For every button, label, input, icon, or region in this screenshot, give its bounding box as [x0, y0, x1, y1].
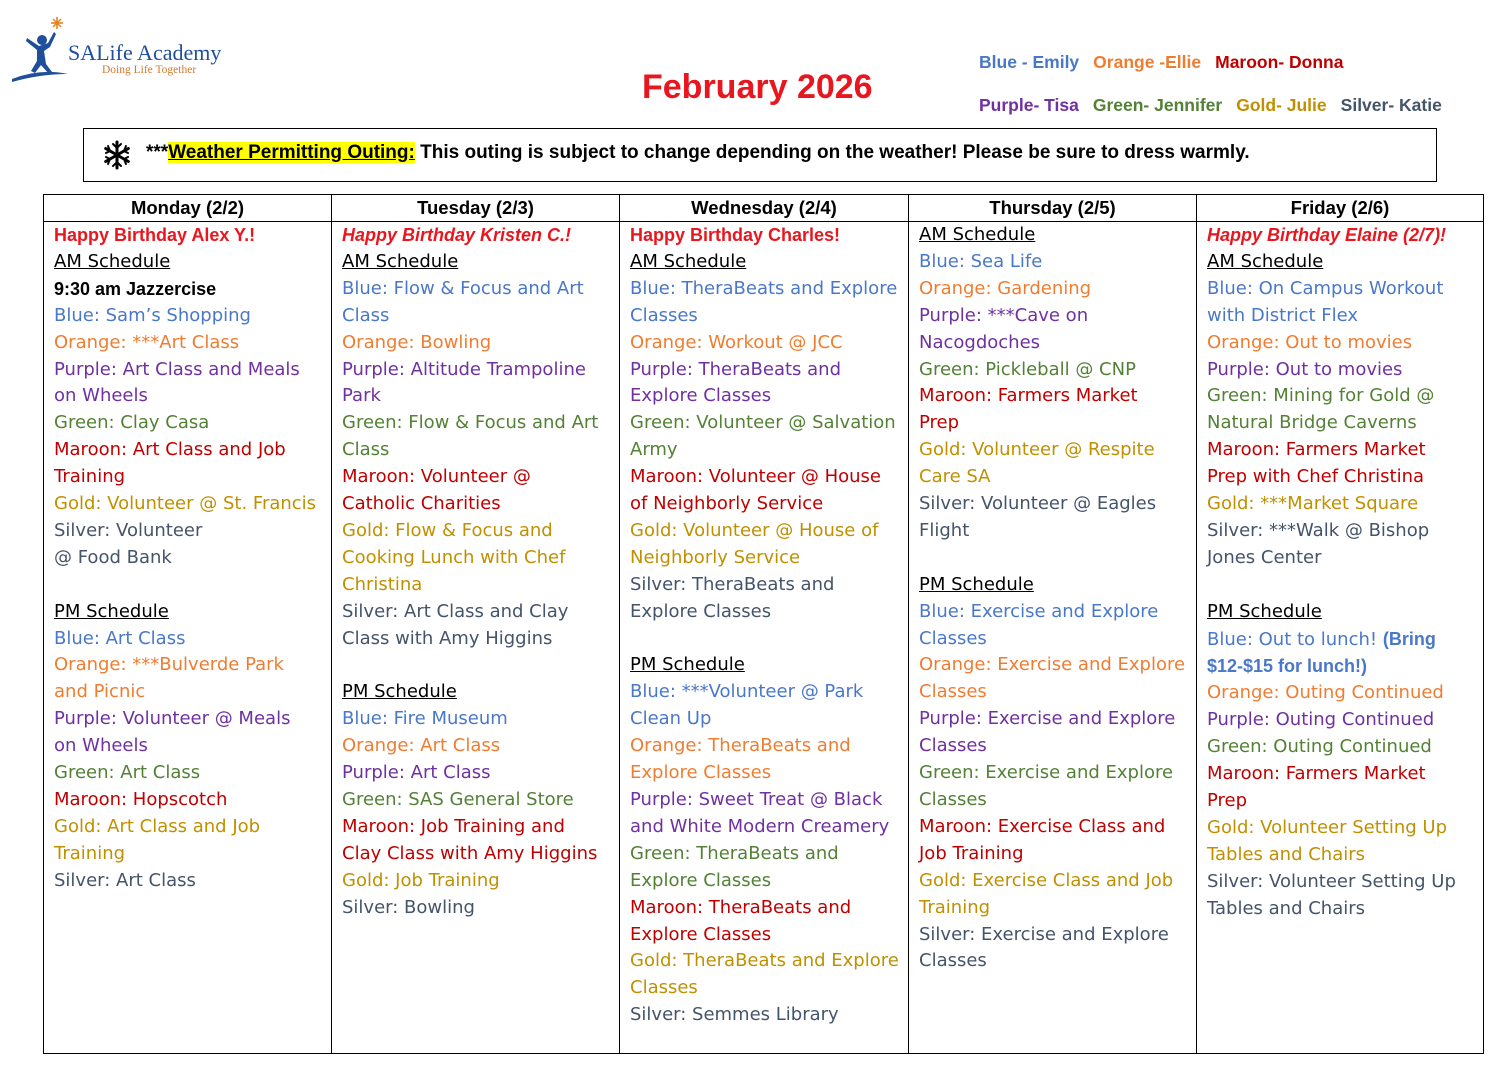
schedule-line: Orange: Gardening [919, 277, 1092, 299]
schedule-line: Blue: Art Class [54, 627, 186, 649]
schedule-line: Gold: Volunteer Setting Up [1207, 816, 1448, 838]
schedule-section-heading: PM Schedule [919, 573, 1034, 595]
schedule-line: Nacogdoches [919, 331, 1041, 353]
schedule-line: Explore Classes [630, 923, 772, 945]
day-header-thursday: Thursday (2/5) [909, 195, 1197, 222]
schedule-section-heading: PM Schedule [630, 654, 745, 676]
birthday-note: Happy Birthday Kristen C.! [342, 225, 572, 245]
schedule-line: Training [54, 842, 126, 864]
schedule-line: Maroon: Farmers Market [1207, 763, 1426, 785]
schedule-line: Silver: Volunteer [54, 519, 203, 541]
schedule-line: Green: Exercise and Explore [919, 762, 1174, 784]
schedule-line: Gold: Job Training [342, 869, 500, 891]
schedule-line: Clean Up [630, 708, 712, 730]
schedule-line [1207, 626, 1483, 654]
legend-item-green: Green- Jennifer [1092, 95, 1223, 115]
schedule-line: Care SA [919, 466, 991, 488]
notice-body: This outing is subject to change depending on the weather! Please be sure to dress warmly. [414, 142, 1250, 163]
schedule-line: Purple: Out to movies [1207, 358, 1403, 380]
schedule-line: Purple: Art Class and Meals [54, 358, 300, 380]
schedule-line: Blue: Fire Museum [342, 708, 508, 730]
day-header-row [44, 195, 1484, 222]
schedule-line: Job Training [919, 842, 1024, 864]
schedule-line: Classes [919, 735, 987, 757]
schedule-line: Blue: On Campus Workout [1207, 277, 1444, 299]
schedule-line: Orange: ***Art Class [54, 331, 240, 353]
staff-legend-row-1 [979, 52, 1343, 73]
schedule-line: Maroon: Exercise Class and [919, 815, 1166, 837]
schedule-line: Clay Class with Amy Higgins [342, 842, 598, 864]
day-cell-friday [1197, 222, 1484, 1054]
schedule-line: Silver: Volunteer Setting Up [1207, 870, 1456, 892]
schedule-line: Orange: Exercise and Explore [919, 654, 1186, 676]
schedule-line: Purple: Sweet Treat @ Black [630, 789, 883, 811]
spacer [1207, 572, 1483, 599]
schedule-line: Purple: Outing Continued [1207, 709, 1435, 731]
schedule-section-heading: AM Schedule [1207, 250, 1324, 272]
schedule-line: Class with Amy Higgins [342, 627, 553, 649]
schedule-line: Silver: Exercise and Explore [919, 923, 1169, 945]
schedule-line: Classes [919, 950, 987, 972]
schedule-section-heading: AM Schedule [630, 250, 747, 272]
schedule-line: Explore Classes [630, 869, 772, 891]
schedule-line: Maroon: TheraBeats and [630, 896, 852, 918]
schedule-line: Maroon: Farmers Market [1207, 439, 1426, 461]
schedule-line: Classes [630, 977, 698, 999]
day-header-tuesday: Tuesday (2/3) [332, 195, 620, 222]
schedule-section-heading: PM Schedule [1207, 600, 1322, 622]
schedule-line: Class [342, 439, 390, 461]
schedule-line: Flight [919, 519, 970, 541]
schedule-line: Explore Classes [630, 762, 772, 784]
schedule-line: Silver: Bowling [342, 896, 475, 918]
spacer [342, 653, 619, 680]
day-cell-tuesday [332, 222, 620, 1054]
schedule-line: Purple: Volunteer @ Meals [54, 708, 291, 730]
schedule-line: Purple: ***Cave on [919, 304, 1089, 326]
schedule-line: Orange: Workout @ JCC [630, 331, 843, 353]
schedule-line: Army [630, 439, 678, 461]
legend-item-maroon: Maroon- Donna [1215, 52, 1344, 72]
schedule-section-heading: AM Schedule [54, 250, 171, 272]
schedule-line: Blue: Sam’s Shopping [54, 304, 251, 326]
schedule-line: Classes [919, 681, 987, 703]
notice-highlight: Weather Permitting Outing: [168, 142, 415, 163]
month-title: February 2026 [642, 68, 873, 106]
schedule-line: on Wheels [54, 735, 148, 757]
weekly-schedule-table [43, 194, 1484, 1054]
legend-item-silver: Silver- Katie [1340, 95, 1442, 115]
schedule-line: Gold: Volunteer @ St. Francis [54, 493, 317, 515]
schedule-line: $12-$15 for lunch!) [1207, 656, 1368, 677]
spacer [919, 545, 1196, 572]
legend-item-gold: Gold- Julie [1236, 95, 1327, 115]
schedule-line: Orange: Out to movies [1207, 331, 1413, 353]
schedule-line: Green: SAS General Store [342, 789, 574, 811]
schedule-line: Orange: Outing Continued [1207, 682, 1444, 704]
legend-item-orange: Orange -Ellie [1093, 52, 1202, 72]
schedule-line: Prep with Chef Christina [1207, 466, 1425, 488]
schedule-line: Maroon: Farmers Market [919, 385, 1138, 407]
day-header-monday: Monday (2/2) [44, 195, 332, 222]
schedule-line: Tables and Chairs [1207, 843, 1366, 865]
schedule-line: Silver: Volunteer @ Eagles [919, 493, 1157, 515]
schedule-line: Green: Outing Continued [1207, 736, 1432, 758]
staff-legend-row-2 [979, 95, 1442, 116]
schedule-line: Green: Volunteer @ Salvation [630, 412, 896, 434]
schedule-line: Maroon: Volunteer @ House [630, 466, 881, 488]
schedule-line: Classes [919, 789, 987, 811]
day-header-friday: Friday (2/6) [1197, 195, 1484, 222]
schedule-line: Silver: Art Class and Clay [342, 600, 569, 622]
birthday-note: Happy Birthday Elaine (2/7)! [1207, 225, 1447, 245]
schedule-line: Gold: Art Class and Job [54, 815, 261, 837]
schedule-line: @ Food Bank [54, 546, 172, 568]
schedule-line: Gold: Flow & Focus and [342, 519, 553, 541]
schedule-line-text: Blue: Out to lunch! [1207, 628, 1383, 650]
schedule-line: Explore Classes [630, 385, 772, 407]
schedule-line: Natural Bridge Caverns [1207, 412, 1417, 434]
weather-notice-text [146, 142, 1250, 164]
schedule-line: Neighborly Service [630, 546, 801, 568]
schedule-section-heading: PM Schedule [342, 681, 457, 703]
org-name: SALife Academy [68, 40, 222, 65]
schedule-line: Silver: TheraBeats and [630, 573, 835, 595]
schedule-line: Blue: Flow & Focus and Art [342, 277, 584, 299]
schedule-line: and White Modern Creamery [630, 815, 890, 837]
schedule-line: with District Flex [1207, 304, 1359, 326]
schedule-line: Green: Mining for Gold @ [1207, 385, 1435, 407]
schedule-line: Purple: TheraBeats and [630, 358, 842, 380]
birthday-note: Happy Birthday Alex Y.! [54, 225, 256, 245]
legend-item-purple: Purple- Tisa [979, 95, 1079, 115]
schedule-line: Green: Pickleball @ CNP [919, 358, 1136, 380]
day-header-wednesday: Wednesday (2/4) [620, 195, 909, 222]
schedule-line: Orange: Bowling [342, 331, 492, 353]
org-tagline: Doing Life Together [102, 64, 197, 76]
schedule-line: Prep [1207, 790, 1248, 812]
day-cell-monday [44, 222, 332, 1054]
schedule-line: Catholic Charities [342, 493, 501, 515]
schedule-section-heading: AM Schedule [919, 224, 1036, 245]
schedule-line: Classes [919, 627, 987, 649]
schedule-line: Purple: Altitude Trampoline [342, 358, 586, 380]
schedule-line: Gold: ***Market Square [1207, 493, 1419, 515]
schedule-line: Purple: Exercise and Explore [919, 708, 1176, 730]
schedule-line: 9:30 am Jazzercise [54, 278, 217, 299]
schedule-line: and Picnic [54, 681, 146, 703]
day-cell-wednesday [620, 222, 909, 1054]
schedule-line: Green: Clay Casa [54, 412, 210, 434]
spacer [630, 626, 908, 653]
schedule-line: Silver: ***Walk @ Bishop [1207, 519, 1430, 541]
schedule-line: Silver: Art Class [54, 869, 196, 891]
schedule-line: Classes [630, 304, 698, 326]
schedule-line: Orange: TheraBeats and [630, 735, 851, 757]
schedule-line: Training [919, 896, 991, 918]
schedule-line: Gold: Volunteer @ Respite [919, 439, 1155, 461]
schedule-line: Gold: Exercise Class and Job [919, 869, 1174, 891]
schedule-line: Gold: TheraBeats and Explore [630, 950, 899, 972]
day-cell-thursday [909, 222, 1197, 1054]
schedule-section-heading: AM Schedule [342, 250, 459, 272]
schedule-line: Maroon: Hopscotch [54, 789, 228, 811]
schedule-line: Explore Classes [630, 600, 772, 622]
schedule-line: Gold: Volunteer @ House of [630, 519, 879, 541]
schedule-line: Blue: ***Volunteer @ Park [630, 681, 864, 703]
spacer [54, 572, 331, 599]
schedule-line: Purple: Art Class [342, 762, 491, 784]
schedule-line: Orange: Art Class [342, 735, 501, 757]
schedule-section-heading: PM Schedule [54, 600, 169, 622]
schedule-line: Blue: Exercise and Explore [919, 600, 1159, 622]
schedule-line: Class [342, 304, 390, 326]
schedule-line: on Wheels [54, 385, 148, 407]
legend-item-blue: Blue - Emily [979, 52, 1080, 72]
schedule-line: Green: Flow & Focus and Art [342, 412, 599, 434]
schedule-line: Maroon: Job Training and [342, 815, 565, 837]
schedule-line: Maroon: Volunteer @ [342, 466, 531, 488]
schedule-line: Blue: Sea Life [919, 250, 1043, 272]
schedule-line: Cooking Lunch with Chef [342, 546, 566, 568]
schedule-line: of Neighborly Service [630, 493, 824, 515]
schedule-line: Jones Center [1207, 546, 1322, 568]
schedule-line: Maroon: Art Class and Job [54, 439, 286, 461]
schedule-line: Green: TheraBeats and [630, 842, 839, 864]
day-body-row [44, 222, 1484, 1054]
snowflake-icon [102, 140, 132, 170]
schedule-line: Blue: TheraBeats and Explore [630, 277, 898, 299]
schedule-line: Tables and Chairs [1207, 897, 1366, 919]
logo [10, 16, 240, 84]
notice-prefix: *** [146, 142, 169, 163]
schedule-line: Prep [919, 412, 960, 434]
birthday-note: Happy Birthday Charles! [630, 225, 841, 245]
logo-star-icon [51, 17, 63, 29]
schedule-line-bold-note: (Bring [1382, 628, 1436, 649]
schedule-line: Training [54, 466, 126, 488]
schedule-line: Green: Art Class [54, 762, 201, 784]
schedule-line: Park [342, 385, 381, 407]
schedule-line: Christina [342, 573, 423, 595]
schedule-line: Orange: ***Bulverde Park [54, 654, 284, 676]
weather-notice [83, 128, 1437, 182]
schedule-line: Silver: Semmes Library [630, 1004, 839, 1026]
